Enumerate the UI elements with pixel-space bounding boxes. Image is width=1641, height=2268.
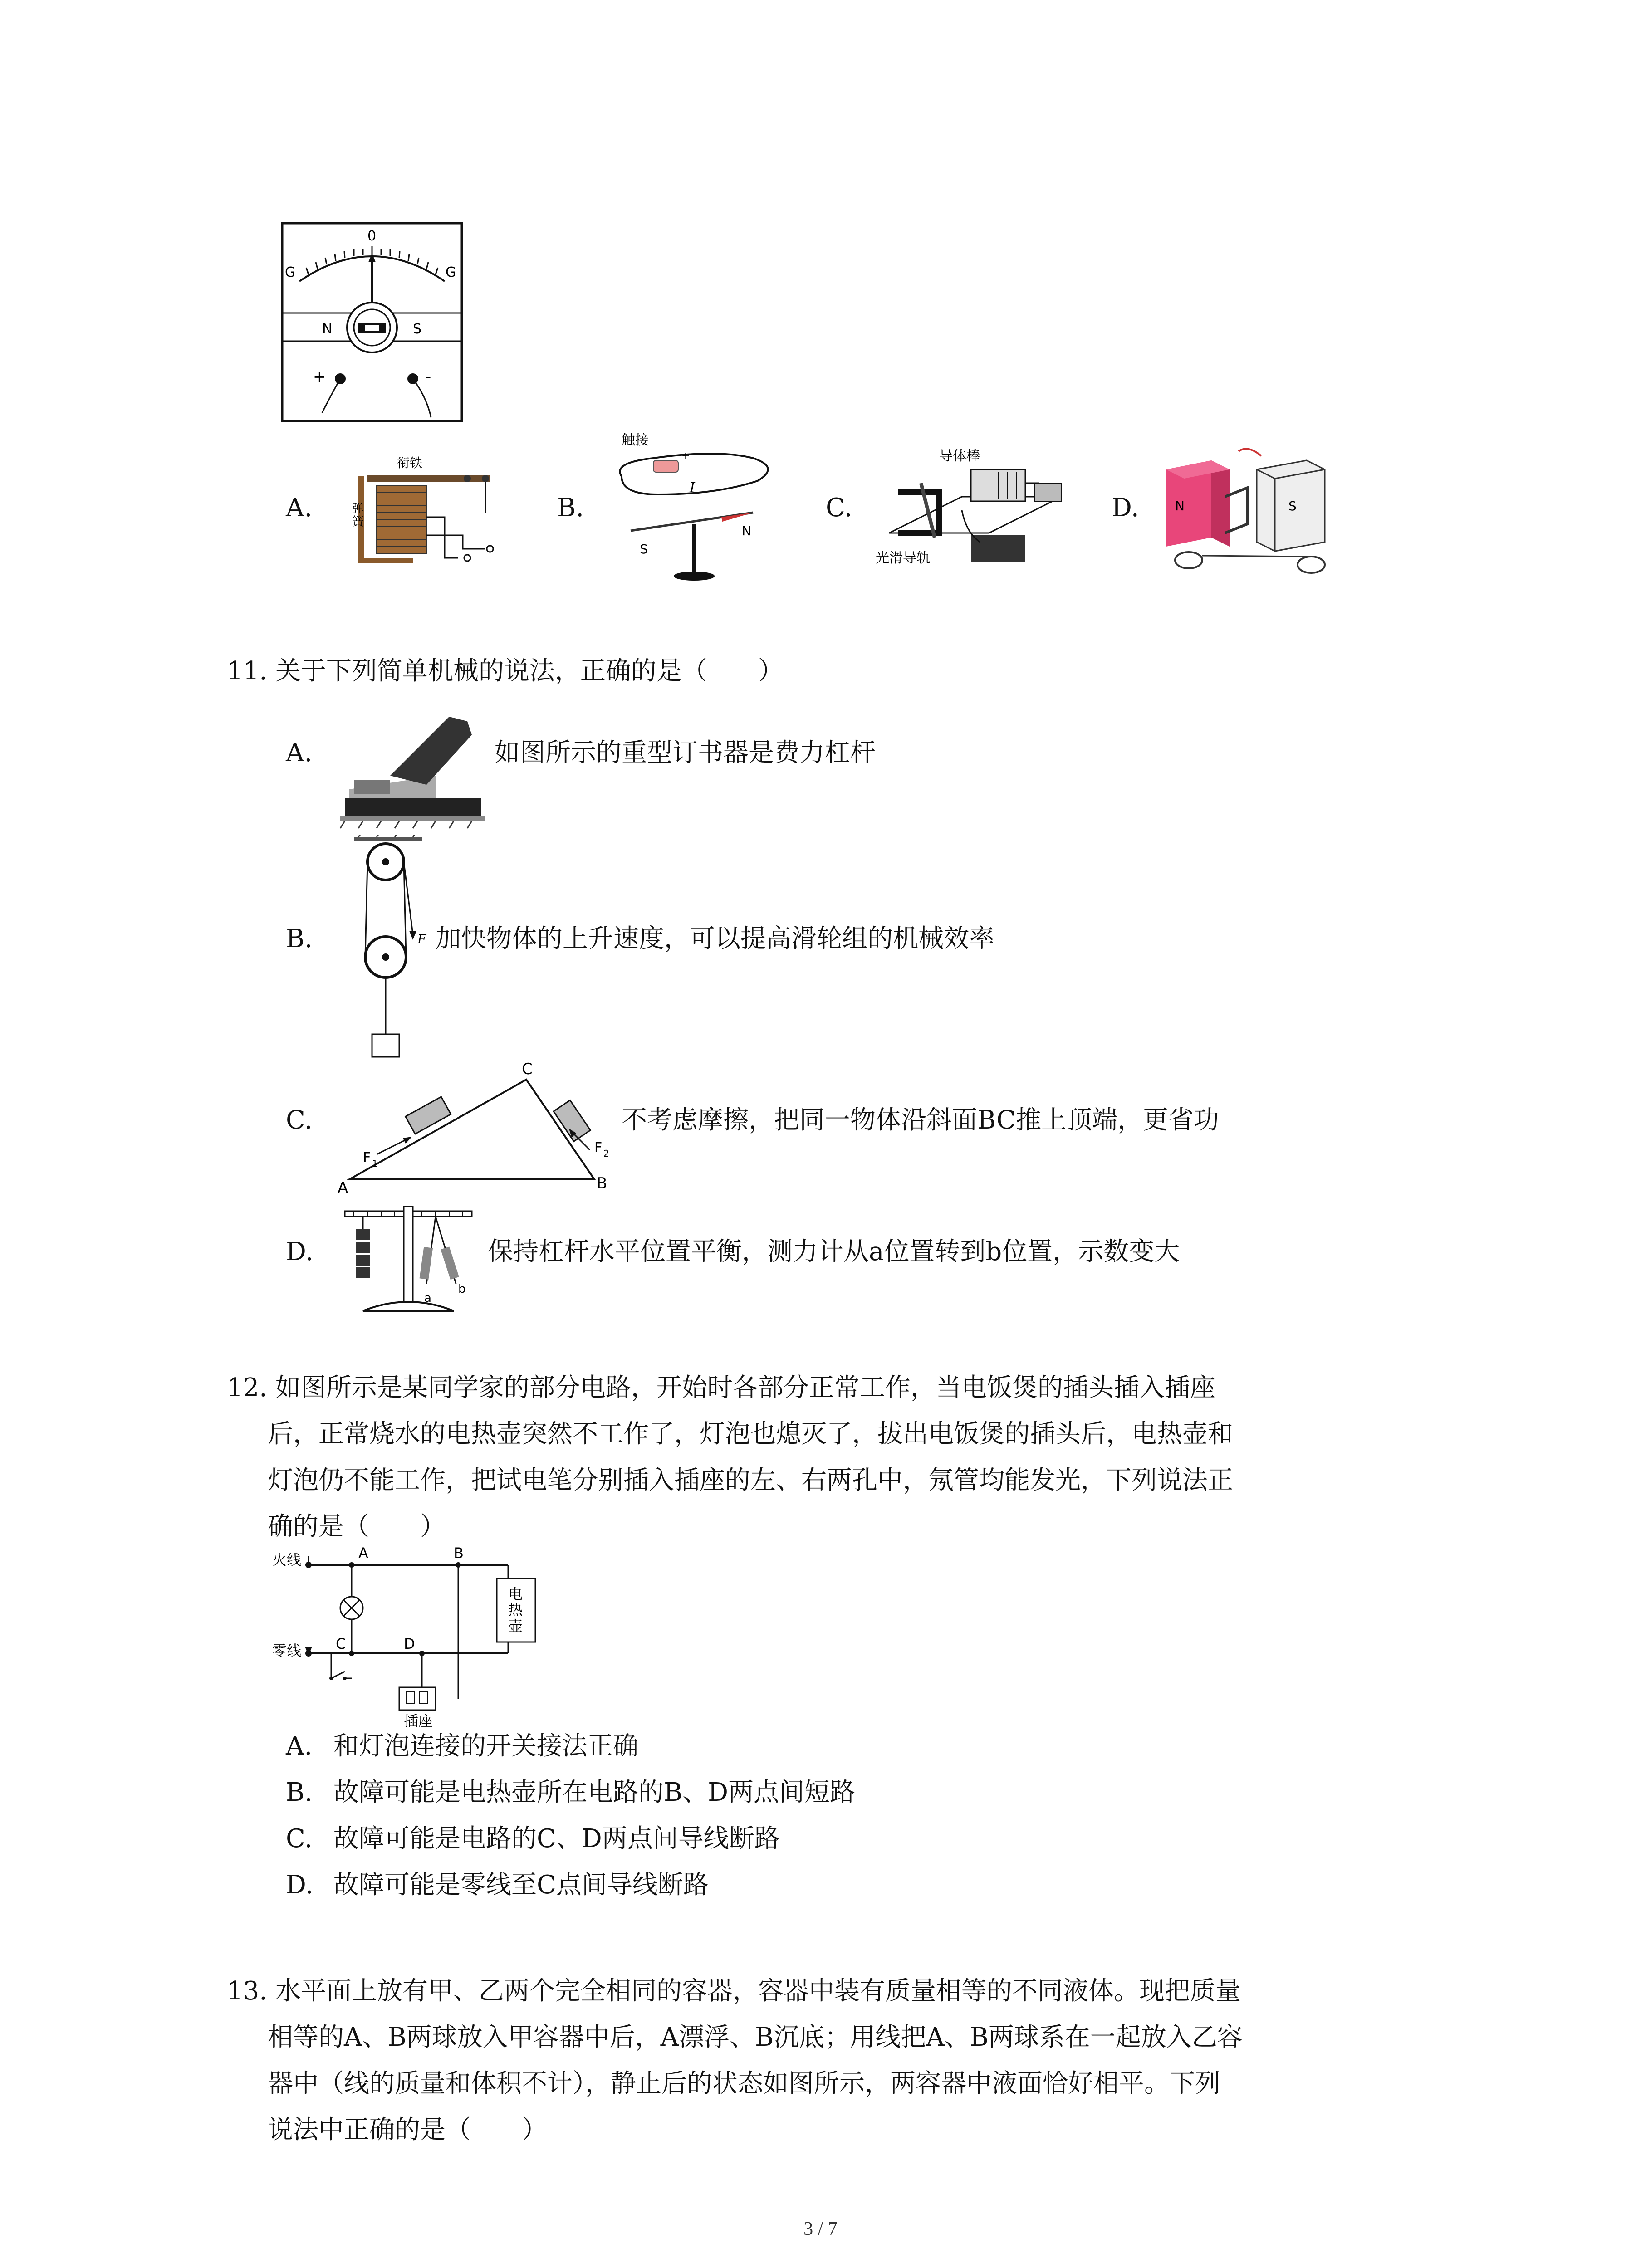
incline-b: B: [597, 1174, 607, 1193]
q12-stem-line2: 后，正常烧水的电热壶突然不工作了，灯泡也熄灭了，拔出电饭煲的插头后，电热壶和: [268, 1419, 1233, 1449]
circuit-point-b: B: [454, 1545, 464, 1562]
incline-f2: F: [594, 1140, 603, 1156]
q12-option-b-text: 故障可能是电热壶所在电路的B、D两点间短路: [333, 1778, 856, 1807]
q11-option-c-letter: C.: [286, 1105, 313, 1135]
lever-a: a: [424, 1291, 431, 1305]
incline-figure: [336, 1061, 626, 1198]
q12-option-d-text: 故障可能是零线至C点间导线断路: [333, 1870, 709, 1900]
galvanometer-figure: [281, 222, 463, 422]
incline-f2-sub: 2: [603, 1148, 609, 1159]
q12-stem-line4: 确的是（ ）: [268, 1512, 446, 1541]
incline-f1-sub: 1: [372, 1158, 378, 1169]
galvo-north: N: [322, 321, 333, 337]
magnet-s: S: [1288, 499, 1297, 513]
circuit-point-d: D: [404, 1635, 415, 1652]
q11-option-d-letter: D.: [286, 1237, 314, 1266]
q12-option-c-text: 故障可能是电路的C、D两点间导线断路: [333, 1824, 780, 1853]
rod-label: 导体棒: [939, 448, 980, 464]
circuit-kettle-label: 电热壶: [508, 1585, 523, 1635]
lever-balance-figure: [336, 1193, 490, 1320]
circuit-point-a: A: [358, 1545, 368, 1562]
galvo-minus: -: [426, 368, 431, 386]
relay-armature-label: 衔铁: [397, 455, 423, 470]
galvo-plus: +: [313, 368, 326, 386]
oersted-current: I: [690, 480, 695, 496]
circuit-point-c: C: [336, 1635, 346, 1652]
pulley-force-label: F: [417, 932, 426, 947]
q13-line2: 相等的A、B两球放入甲容器中后，A漂浮、B沉底；用线把A、B两球系在一起放入乙容: [268, 2023, 1243, 2052]
incline-a: A: [338, 1179, 348, 1197]
q13-line4: 说法中正确的是（ ）: [268, 2115, 547, 2145]
circuit-live-label: 火线: [272, 1551, 302, 1569]
generator-magnet-figure: [1157, 442, 1329, 578]
galvo-g-left: G: [285, 264, 296, 280]
q11-stem: 11. 关于下列简单机械的说法，正确的是（ ）: [227, 656, 784, 686]
q11-option-b-text: 加快物体的上升速度，可以提高滑轮组的机械效率: [436, 924, 994, 953]
incline-f1: F: [363, 1150, 371, 1166]
oersted-s: S: [640, 542, 648, 557]
conductor-rod-figure: [871, 442, 1089, 578]
electromagnetic-relay-figure: [349, 449, 513, 567]
oersted-plus: +: [681, 450, 690, 462]
q11-option-b-letter: B.: [286, 924, 313, 953]
household-circuit-figure: [272, 1542, 563, 1733]
q11-option-d-text: 保持杠杆水平位置平衡，测力计从a位置转到b位置，示数变大: [488, 1237, 1180, 1266]
q12-option-a-text: 和灯泡连接的开关接法正确: [333, 1731, 638, 1761]
stapler-figure: [336, 708, 490, 830]
q12-option-a-letter: A.: [286, 1731, 313, 1761]
oersted-experiment-figure: [603, 426, 785, 590]
q11-option-c-text: 不考虑摩擦，把同一物体沿斜面BC推上顶端，更省功: [622, 1105, 1220, 1135]
circuit-socket-label: 插座: [404, 1712, 433, 1730]
incline-c: C: [522, 1061, 533, 1078]
q11-option-a-letter: A.: [286, 738, 313, 767]
q12-stem-line1: 12. 如图所示是某同学家的部分电路，开始时各部分正常工作，当电饭煲的插头插入插座: [227, 1373, 1215, 1403]
relay-spring-label: 弹簧: [352, 502, 364, 529]
q10-option-a-letter: A.: [286, 493, 313, 523]
galvo-zero: 0: [367, 228, 377, 244]
q12-option-d-letter: D.: [286, 1870, 314, 1900]
page-number: 3 / 7: [803, 2219, 838, 2239]
oersted-contact-label: 触接: [622, 432, 649, 448]
pulley-figure: [349, 835, 440, 1061]
q10-option-b-letter: B.: [557, 493, 584, 523]
q13-line1: 13. 水平面上放有甲、乙两个完全相同的容器，容器中装有质量相等的不同液体。现把质量: [227, 1976, 1241, 2006]
oersted-n: N: [742, 523, 751, 538]
magnet-n: N: [1175, 499, 1185, 513]
galvo-g-right: G: [446, 264, 456, 280]
circuit-neutral-label: 零线: [272, 1642, 302, 1659]
q12-option-b-letter: B.: [286, 1778, 313, 1807]
q10-option-d-letter: D.: [1112, 493, 1139, 523]
q12-stem-line3: 灯泡仍不能工作，把试电笔分别插入插座的左、右两孔中，氖管均能发光，下列说法正: [268, 1466, 1233, 1495]
q13-line3: 器中（线的质量和体积不计），静止后的状态如图所示，两容器中液面恰好相平。下列: [268, 2069, 1220, 2098]
galvo-south: S: [413, 321, 422, 337]
rail-label: 光滑导轨: [876, 550, 930, 566]
q11-option-a-text: 如图所示的重型订书器是费力杠杆: [495, 738, 876, 767]
q10-option-c-letter: C.: [826, 493, 852, 523]
q12-option-c-letter: C.: [286, 1824, 313, 1853]
lever-b: b: [458, 1282, 466, 1296]
